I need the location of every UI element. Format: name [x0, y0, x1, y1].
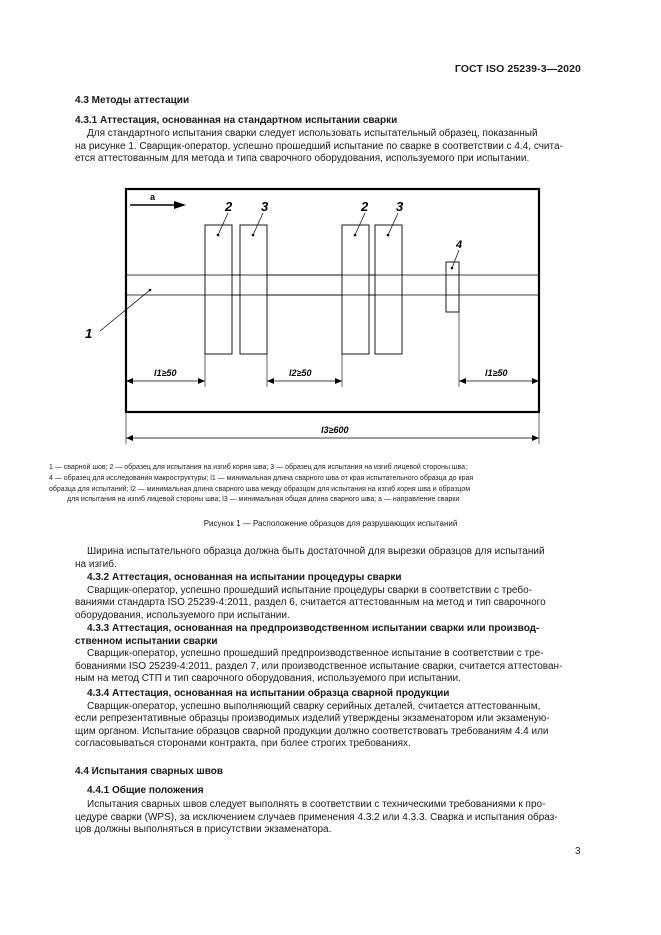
- label-4: 4: [456, 239, 463, 251]
- text-line: Испытания сварных швов следует выполнять в соответствии с техническими требованиями к про-: [87, 799, 546, 810]
- text-line: на изгиб.: [75, 558, 117, 570]
- text-line: Для стандартного испытания сварки следует использовать испытательный образец, показанный: [87, 128, 538, 139]
- text-line: ваниями стандарта ISO 25239-4:2011, раздел 6, считается аттестованным на метод и тип сварочного: [75, 597, 546, 609]
- section-4-3-1-heading: 4.3.1 Аттестация, основанная на стандартном испытании сварки: [75, 115, 398, 126]
- root-bend-specimen-2: [342, 225, 369, 354]
- macro-specimen: [446, 262, 459, 312]
- legend-line: 4 — образец для исследования макроструктуры; l1 — минимальная длина сварного шва от края испытательного образца до края: [49, 474, 474, 482]
- test-plate: [126, 189, 539, 412]
- section-4-4-1-body: [75, 799, 580, 837]
- section-4-3-4-heading: 4.3.4 Аттестация, основанная на испытании образца сварной продукции: [87, 688, 450, 699]
- section-4-3-heading: 4.3 Методы аттестации: [75, 95, 190, 106]
- text-line: Сварщик-оператор, успешно прошедший испытание процедуры сварки в соответствии с требо-: [87, 584, 532, 596]
- label-2-right: 2: [361, 199, 369, 214]
- root-bend-specimen-1: [205, 225, 232, 354]
- section-4-3-4: [75, 688, 580, 751]
- figure-legend: [49, 463, 614, 506]
- dim-l3: l3≥600: [321, 425, 349, 435]
- legend-line: 1 — сварной шов; 2 — образец для испытания на изгиб корня шва; 3 — образец для испытания на изгиб лицевой стороны шва;: [49, 464, 468, 471]
- section-4-4-1-heading: 4.4.1 Общие положения: [87, 785, 204, 796]
- section-4-3-2: [75, 572, 580, 622]
- standard-designation: ГОСТ ISO 25239-3—2020: [454, 63, 581, 75]
- label-3-right: 3: [396, 199, 404, 214]
- text-line: согласовываться сторонами контракта, при более строгих требованиях.: [75, 738, 411, 750]
- face-bend-specimen-1: [240, 225, 267, 354]
- text-line: цов должны выполняться в присутствии экзаменатора.: [75, 824, 332, 836]
- legend-line: образца для испытаний; l2 — минимальная длина сварного шва между образцом для испытания на изгиб корня шва и образцом: [49, 485, 471, 493]
- label-3-left: 3: [261, 199, 269, 214]
- text-line: оборудования, используемого при испытании.: [75, 609, 290, 621]
- text-line: если репрезентативные образцы производимых изделий утверждены экзаменатором или экзаменую-: [75, 713, 550, 725]
- text-line: ется аттестованным для метода и типа сварочного оборудования, используемого при испытании.: [75, 153, 530, 165]
- section-4-3-3-heading-cont: ственном испытании сварки: [75, 635, 218, 647]
- dim-l1-left: l1≥50: [154, 368, 177, 378]
- section-4-3-1-body: [75, 128, 580, 166]
- dim-l2: l2≥50: [289, 368, 312, 378]
- face-bend-specimen-2: [375, 225, 402, 354]
- text-line: на рисунке 1. Сварщик-оператор, успешно прошедший испытание по сварке в соответствии с 4.4, счита-: [75, 140, 563, 152]
- label-2-left: 2: [225, 199, 233, 214]
- figure-1-diagram: [70, 180, 590, 455]
- page-number: 3: [575, 846, 581, 857]
- text-line: Ширина испытательного образца должна быть достаточной для вырезки образцов для испытаний: [87, 546, 545, 557]
- figure-caption: Рисунок 1 — Расположение образцов для разрушающих испытаний: [203, 519, 458, 528]
- legend-line: для испытания на изгиб лицевой стороны шва; l3 — минимальная общая длина сварного шва; a — направление сварки: [67, 496, 460, 504]
- arrow-head-icon: [174, 201, 186, 209]
- section-4-3-3-heading: 4.3.3 Аттестация, основанная на предпроизводственном испытании сварки или производ-: [87, 623, 540, 634]
- arrow-label-a: a: [150, 192, 156, 202]
- width-paragraph: [75, 546, 580, 571]
- section-4-3-2-heading: 4.3.2 Аттестация, основанная на испытании процедуры сварки: [87, 572, 402, 583]
- text-line: Сварщик-оператор, успешно выполняющий сварку серийных деталей, считается аттестованным,: [87, 700, 541, 712]
- section-4-3-3: [75, 623, 580, 686]
- text-line: цедуре сварки (WPS), за исключением случаев применения 4.3.2 или 4.3.3. Сварка и испытания образ-: [75, 811, 558, 823]
- dim-l1-right: l1≥50: [485, 368, 508, 378]
- text-line: ным на метод СТП и тип сварочного оборудования, используемого при испытании.: [75, 673, 461, 685]
- text-line: Сварщик-оператор, успешно прошедший предпроизводственное испытание в соответствии с тре-: [87, 648, 544, 660]
- label-1: 1: [85, 326, 93, 341]
- section-4-4-heading: 4.4 Испытания сварных швов: [75, 766, 224, 777]
- text-line: щим органом. Испытание образцов сварной продукции должно соответствовать требованиям 4.4 или: [75, 725, 549, 737]
- text-line: бованиями ISO 25239-4:2011, раздел 7, или производственное испытание сварки, считается аттестован-: [75, 660, 563, 672]
